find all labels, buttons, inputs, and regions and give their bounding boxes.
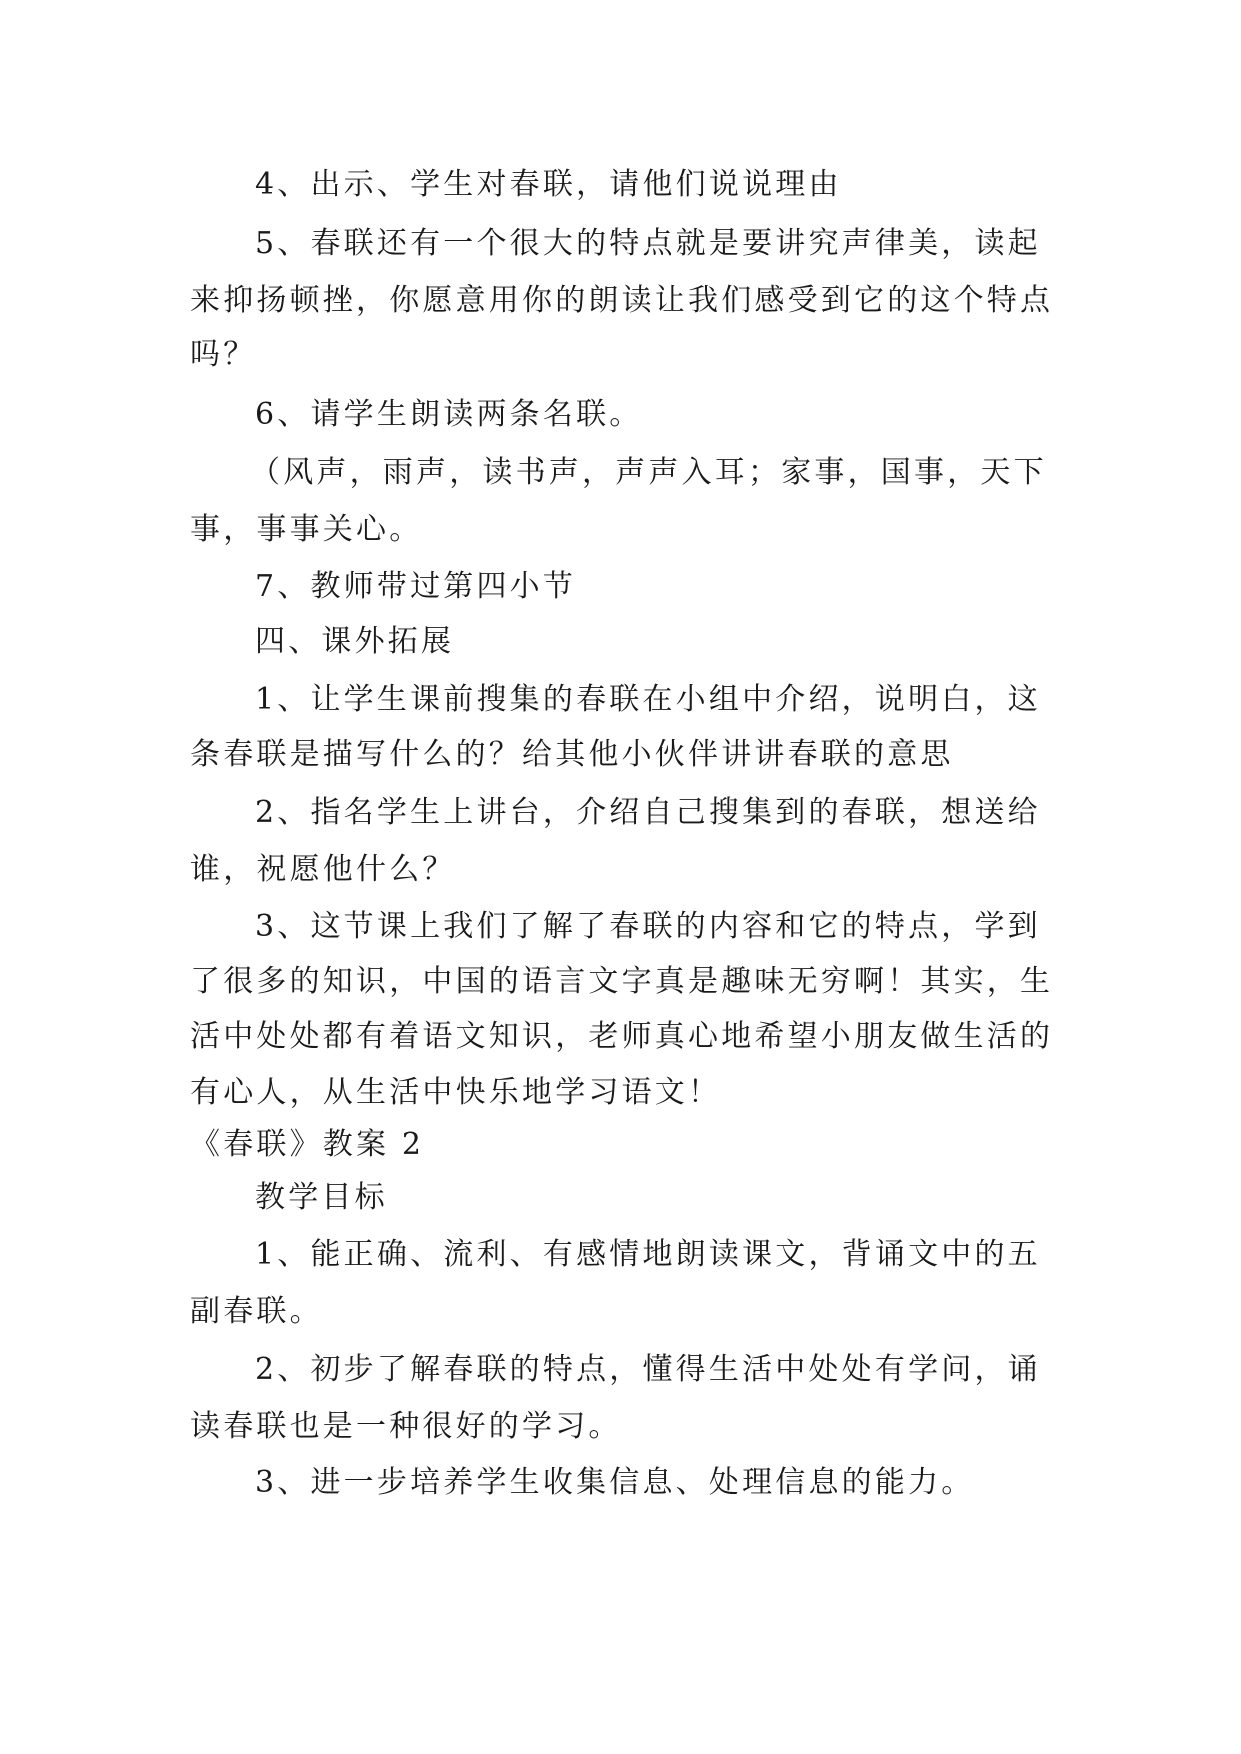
para-13-line-2: 读春联也是一种很好的学习。	[190, 1409, 622, 1444]
para-2-line-1: 5、春联还有一个很大的特点就是要讲究声律美，读起	[255, 226, 1041, 261]
para-4-line-1: （风声，雨声，读书声，声声入耳；家事，国事，天下	[250, 455, 1047, 490]
section-title: 《春联》教案 2	[190, 1127, 425, 1162]
para-6-line-1: 四、课外拓展	[255, 624, 455, 659]
para-9-line-4: 有心人，从生活中快乐地学习语文！	[190, 1075, 722, 1110]
para-7-line-2: 条春联是描写什么的？给其他小伙伴讲讲春联的意思	[190, 737, 954, 772]
para-7-line-1: 1、让学生课前搜集的春联在小组中介绍，说明白，这	[255, 682, 1041, 717]
para-9-line-2: 了很多的知识，中国的语言文字真是趣味无穷啊！其实，生	[190, 964, 1054, 999]
para-1-line-1: 4、出示、学生对春联，请他们说说理由	[255, 167, 842, 202]
para-13-line-1: 2、初步了解春联的特点，懂得生活中处处有学问，诵	[255, 1352, 1041, 1387]
para-2-line-3: 吗？	[190, 337, 257, 372]
para-3-line-1: 6、请学生朗读两条名联。	[255, 397, 643, 432]
para-14-line-1: 3、进一步培养学生收集信息、处理信息的能力。	[255, 1465, 975, 1500]
para-12-line-1: 1、能正确、流利、有感情地朗读课文，背诵文中的五	[255, 1237, 1041, 1272]
para-8-line-2: 谁，祝愿他什么？	[190, 852, 456, 887]
para-11-line-1: 教学目标	[255, 1180, 388, 1215]
para-4-line-2: 事，事事关心。	[190, 512, 423, 547]
para-2-line-2: 来抑扬顿挫，你愿意用你的朗读让我们感受到它的这个特点	[190, 283, 1054, 318]
para-9-line-3: 活中处处都有着语文知识，老师真心地希望小朋友做生活的	[190, 1019, 1054, 1054]
para-5-line-1: 7、教师带过第四小节	[255, 569, 577, 604]
para-9-line-1: 3、这节课上我们了解了春联的内容和它的特点，学到	[255, 909, 1041, 944]
para-8-line-1: 2、指名学生上讲台，介绍自己搜集到的春联，想送给	[255, 795, 1041, 830]
para-12-line-2: 副春联。	[190, 1294, 323, 1329]
